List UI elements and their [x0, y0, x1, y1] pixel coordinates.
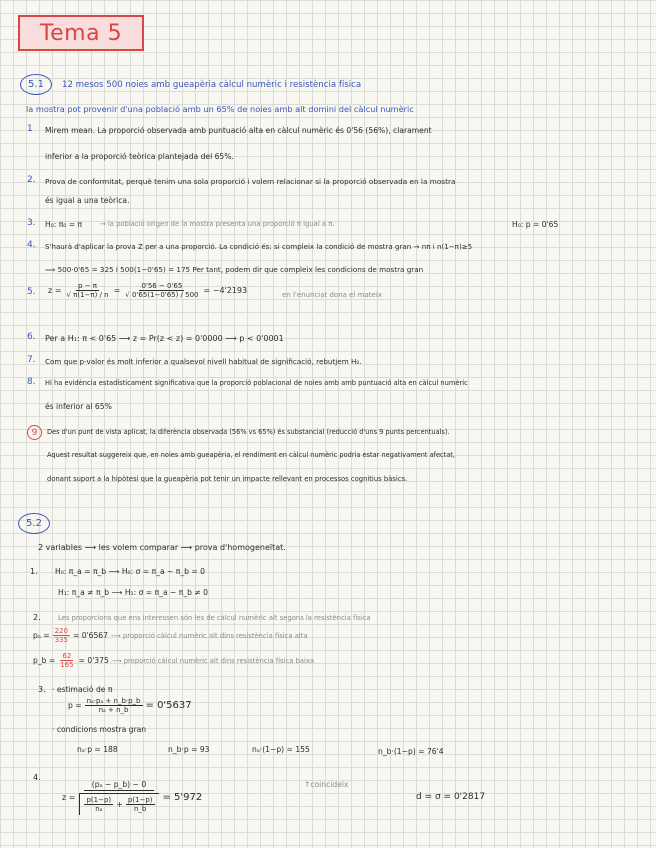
hypothesis-h1: H₁: π_a ≠ π_b ⟶ H₁: σ = π_a − π_b ≠ 0 [58, 588, 208, 597]
z-formula-5-2 [62, 780, 202, 815]
z-denominator-numeric: √ 0'65(1−0'65) / 500 [125, 291, 199, 299]
item-number: 2. [27, 175, 36, 185]
z-lhs: z = [62, 793, 76, 802]
z-fraction [79, 780, 158, 815]
section-5-1-heading: 12 mesos 500 noies amb gueapèria càlcul numèric i resistència física [62, 80, 362, 90]
item-text: Prova de conformitat, perquè tenim una sola proporció i volem relacionar si la proporció observada en la mostra [45, 177, 456, 186]
d-value: d = σ = 0'2817 [416, 792, 486, 802]
item-number: 8. [27, 377, 36, 387]
section-badge-5-2: 5.2 [18, 513, 50, 534]
z-note: en l'enunciat dona el mateix [282, 291, 382, 299]
item-text: és inferior al 65% [45, 402, 112, 411]
pa-lhs: pₐ = [33, 631, 50, 640]
condition-value: nₐ·p = 188 [77, 745, 118, 754]
item-badge-9: 9 [27, 425, 42, 440]
z-formula: z = $\frac{p - \pi}{√ \pi(1-\pi) / n}$ = $\frac{0'56 - 0'65}{√ 0'65(1-0'65) / 500}$ = −4'2193 [48, 282, 248, 299]
z-eq: z = [48, 286, 62, 295]
item-number: 3. [27, 218, 36, 228]
hypothesis-note: → la població origen de la mostra presenta una proporció π igual a π. [100, 220, 335, 228]
item-text: és igual a una teòrica. [45, 196, 130, 205]
item-number: 7. [27, 355, 36, 365]
pb-fraction [58, 652, 75, 669]
z-den-a-den: nₐ [95, 805, 103, 813]
item-number: 4. [33, 773, 41, 782]
z-denominator: √ π(1−π) / n [66, 291, 109, 299]
item-number: 3. [38, 685, 46, 694]
section-5-1-subheading: la mostra pot provenir d'una població amb un 65% de noies amb alt domini del càlcul numèric [26, 104, 414, 114]
conditions-label: · condicions mostra gran [52, 725, 147, 734]
z-value: = 5'972 [162, 792, 203, 803]
z-numerator-numeric: 0'56 − 0'65 [141, 282, 183, 290]
pa-formula [33, 627, 308, 644]
z-fraction-numeric [123, 282, 200, 299]
pb-numerator: 62 [62, 652, 72, 660]
item-text: Des d'un punt de vista aplicat, la diferència observada (56% vs 65%) és substancial (reducció d'uns 9 punts percentuals). [47, 428, 450, 436]
p-denominator: nₐ + n_b [98, 706, 129, 714]
item-number: 4. [27, 240, 36, 250]
condition-value: n_b·(1−p) = 76'4 [378, 747, 444, 756]
p-numerator: nₐ·pₐ + n_b·p_b [86, 697, 141, 705]
z-den-term-b [126, 796, 155, 813]
pb-formula [33, 652, 314, 669]
z-den-b-num: p(1−p) [127, 796, 153, 804]
item-text: inferior a la proporció teòrica plantejada del 65%. [45, 152, 234, 161]
pb-lhs: p_b = [33, 656, 56, 665]
z-denominator: $\frac{p(1-p)}{\text{nₐ}}$ + $\frac{p(1-p)}{n\_b}$ [79, 793, 158, 815]
item-number: 2. [33, 613, 41, 622]
hypothesis-h0: H₀: π_a = π_b ⟶ H₀: σ = π_a − π_b = 0 [55, 567, 205, 576]
condition-value: n_b·p = 93 [168, 745, 210, 754]
item-text: Per a H₁: π < 0'65 ⟶ z = Pr(z < z) = 0'0000 ⟶ p < 0'0001 [45, 334, 284, 343]
pa-value: = 0'6567 [72, 631, 108, 640]
page-title: Tema 5 [18, 15, 144, 51]
pa-note: ⟶ proporció càlcul numèric alt dins resistència física alta [110, 631, 308, 640]
item-number: 5. [27, 287, 36, 297]
z-den-term-a [84, 796, 113, 813]
item-text: Mirem mean. La proporció observada amb puntuació alta en càlcul numèric és 0'56 (56%), clarament [45, 126, 432, 135]
z-den-a-num: p(1−p) [86, 796, 112, 804]
section-5-2-intro: 2 variables ⟶ les volem comparar ⟶ prova d'homogeneïtat. [38, 543, 286, 552]
p-value: = 0'5637 [145, 700, 192, 711]
section-badge-5-1: 5.1 [20, 74, 52, 95]
pa-denominator: 335 [54, 636, 68, 644]
item-text: Com que p-valor és molt inferior a qualsevol nivell habitual de significació, rebutjem H₀. [45, 357, 362, 366]
hypothesis-h0-value: H₀: p = 0'65 [512, 220, 559, 229]
item-text: Hi ha evidència estadísticament significativa que la proporció poblacional de noies amb amb puntuació alta en càlcul numèric [45, 379, 468, 387]
item-number: 6. [27, 332, 36, 342]
z-den-b-den: n_b [133, 805, 147, 813]
z-numerator: p − π [78, 282, 98, 290]
item-text: · estimació de π [52, 685, 113, 694]
item-text: Les proporcions que ens interessen són les de càlcul numèric alt segons la resistència física [58, 614, 371, 622]
z-fraction-symbolic [64, 282, 110, 299]
item-number: 1 [27, 124, 33, 134]
item-text: ⟹ 500·0'65 = 325 i 500(1−0'65) = 175 Per tant, podem dir que compleix les condicions de mostra gran [45, 265, 424, 274]
hypothesis-h0: H₀: π₀ = π [45, 220, 83, 229]
p-formula [68, 697, 192, 714]
pa-numerator: 220 [54, 627, 68, 635]
z-result: = −4'2193 [203, 286, 248, 295]
pa-fraction [53, 627, 70, 644]
item-text: S'haurà d'aplicar la prova Z per a una proporció. La condició és: si compleix la condició de mostra gran → nπ i n(1−π)≥5 [45, 242, 473, 251]
p-fraction [85, 697, 143, 714]
item-text: Aquest resultat suggereix que, en noies amb gueapèria, el rendiment en càlcul numèric podria estar negativament afectat, [47, 451, 455, 459]
p-lhs: p = [68, 701, 82, 710]
item-number: 1. [30, 567, 38, 576]
item-text: donant suport a la hipòtesi que la gueapèria pot tenir un impacte rellevant en processos cognitius bàsics. [47, 475, 408, 483]
z-note: ↑coincideix [304, 780, 349, 789]
pb-denominator: 165 [60, 661, 74, 669]
pb-note: ⟶ proporció càlcul numèric alt dins resistència física baixa [111, 656, 315, 665]
z-numerator: (pₐ − p_b) − 0 [84, 780, 154, 791]
pb-value: = 0'375 [78, 656, 109, 665]
condition-value: nₐ·(1−p) = 155 [252, 745, 310, 754]
